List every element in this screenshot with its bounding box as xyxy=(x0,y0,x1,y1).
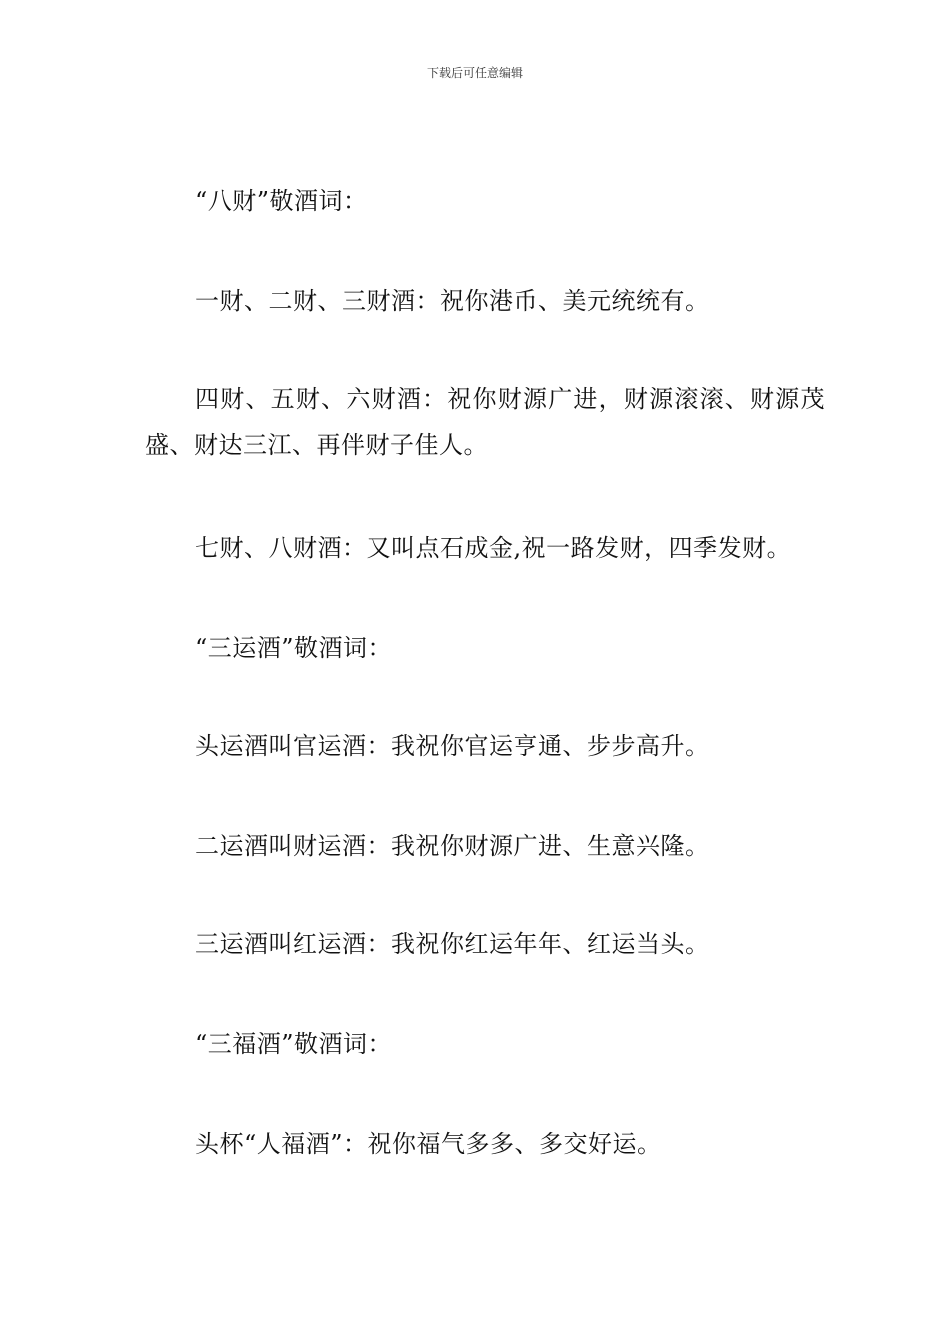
section-heading-sanyun: “三运酒”敬酒词： xyxy=(195,634,393,662)
section-heading-bacai: “八财”敬酒词： xyxy=(195,187,368,215)
paragraph-4: 头运酒叫官运酒：我祝你官运亨通、步步高升。 xyxy=(195,732,710,760)
paragraph-2: 四财、五财、六财酒：祝你财源广进，财源滚滚、财源茂盛、财达三江、再伴财子佳人。 xyxy=(145,385,825,459)
paragraph-5: 二运酒叫财运酒：我祝你财源广进、生意兴隆。 xyxy=(195,832,710,860)
paragraph-1: 一财、二财、三财酒：祝你港币、美元统统有。 xyxy=(195,287,710,315)
section-heading-sanfu: “三福酒”敬酒词： xyxy=(195,1030,393,1058)
page-header: 下载后可任意编辑 xyxy=(426,66,523,80)
paragraph-7: 头杯“人福酒”：祝你福气多多、多交好运。 xyxy=(195,1130,662,1158)
paragraph-3: 七财、八财酒：又叫点石成金,祝一路发财，四季发财。 xyxy=(195,534,792,562)
paragraph-6: 三运酒叫红运酒：我祝你红运年年、红运当头。 xyxy=(195,930,710,958)
